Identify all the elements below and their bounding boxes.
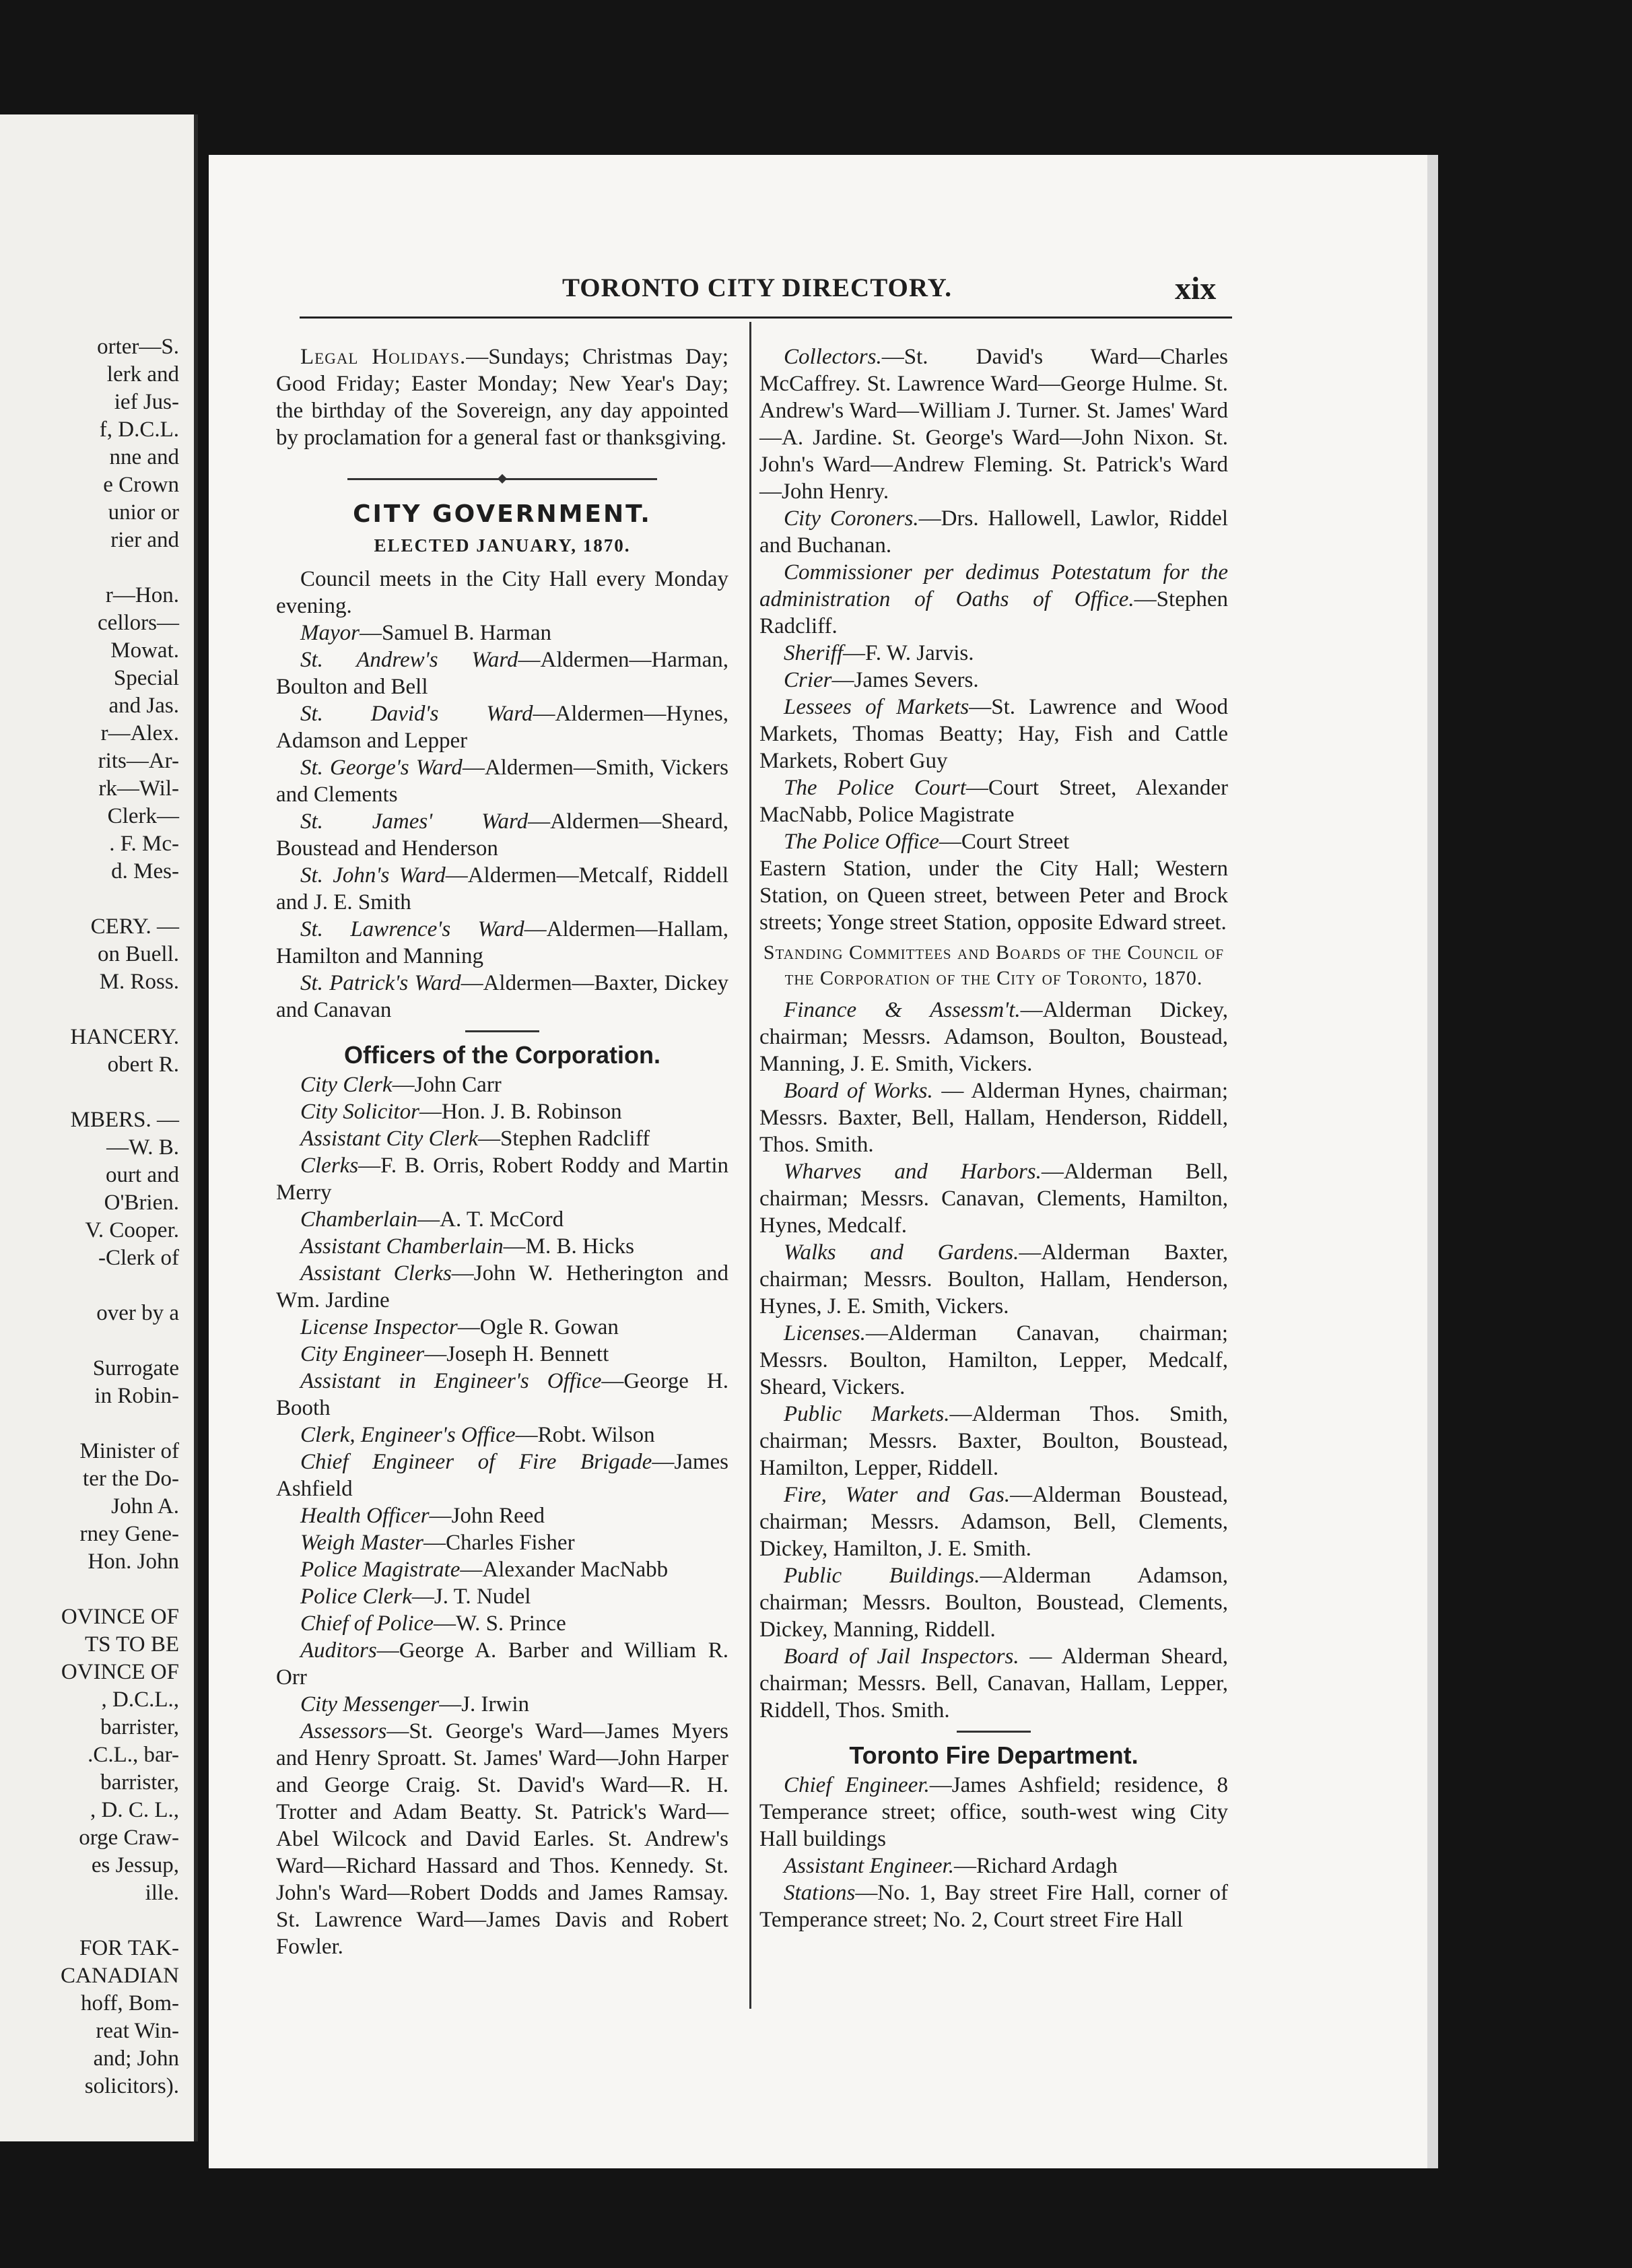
fire-department-heading: Toronto Fire Department. — [849, 1741, 1138, 1769]
committee-entry — [759, 1562, 1228, 1643]
ward-entry-label: St. David's Ward — [300, 702, 533, 727]
facing-page-line: and; John — [93, 2046, 179, 2071]
legal-holidays-label: Legal Holidays. — [300, 345, 467, 369]
facing-page-line: Hon. John — [88, 1549, 179, 1574]
facing-page-line: TS TO BE — [85, 1632, 179, 1657]
facing-page-line: Mowat. — [110, 638, 179, 663]
facing-page-line: es Jessup, — [91, 1853, 179, 1877]
fire-entry-text: —James Ashfield; residence, 8 Temperance street; office, south-west wing City Hall buildings — [759, 1773, 1228, 1851]
ward-entry-text: —Aldermen—Hallam, Hamilton and Manning — [276, 917, 728, 969]
officer-entry-text: —Charles Fisher — [423, 1531, 575, 1556]
facing-page-line: e Crown — [103, 473, 179, 497]
ward-entry-label: St. Patrick's Ward — [300, 971, 461, 996]
facing-page-line: unior or — [108, 500, 179, 525]
facing-page-line: f, D.C.L. — [99, 418, 179, 442]
facing-page-line: on Buell. — [98, 942, 179, 966]
officer-entry-text: —Robt. Wilson — [515, 1423, 655, 1448]
facing-page-line: OVINCE OF — [61, 1660, 179, 1684]
official-entry-text: —St. David's Ward—Charles McCaffrey. St. Lawrence Ward—George Hulme. St. Andrew's Ward—William J. Turner. St. James' Ward—A. Jardine. St. George's Ward—John Nixon. St. John's Ward—Andrew Fleming. St. Patrick's Ward—John Henry. — [759, 345, 1228, 504]
facing-page-line: OVINCE OF — [61, 1605, 179, 1629]
fire-entry-label: Chief Engineer. — [784, 1773, 930, 1797]
officer-entry-text: —Joseph H. Bennett — [424, 1342, 609, 1367]
official-entry-text: —Court Street, Alexander MacNabb, Police Magistrate — [759, 776, 1228, 827]
facing-page-line: Special — [113, 666, 179, 690]
official-entry — [759, 343, 1228, 505]
official-entry-label: The Police Office — [784, 830, 939, 854]
official-entry-text: —F. W. Jarvis. — [843, 641, 974, 665]
ward-entry-text: —Aldermen—Smith, Vickers and Clements — [276, 756, 729, 807]
ward-entry-text: —Aldermen—Harman, Boulton and Bell — [276, 648, 728, 700]
committee-entry-text: —Alderman Thos. Smith, chairman; Messrs. Baxter, Boulton, Boustead, Hamilton, Lepper, Riddell. — [759, 1402, 1229, 1480]
facing-page-line: O'Brien. — [104, 1191, 179, 1215]
officer-entry — [276, 1341, 728, 1368]
officer-entry-text: —Alexander MacNabb — [460, 1558, 669, 1582]
ward-entry — [276, 808, 728, 862]
officer-entry-label: Assistant Chamberlain — [300, 1234, 504, 1259]
facing-page-line: d. Mes- — [111, 859, 179, 883]
committee-entry-label: Board of Jail Inspectors. — [784, 1644, 1019, 1669]
committee-entry — [759, 997, 1228, 1077]
fire-entry-text: —Richard Ardagh — [954, 1854, 1118, 1878]
officers-heading: Officers of the Corporation. — [343, 1041, 661, 1069]
facing-page-line: solicitors). — [84, 2074, 179, 2098]
officer-entry-text: —John Reed — [429, 1504, 545, 1529]
facing-page-line: Surrogate — [92, 1356, 179, 1380]
officer-entry — [276, 1152, 728, 1206]
committee-entry-text: — Alderman Hynes, chairman; Messrs. Baxter, Bell, Hallam, Henderson, Riddell, Thos. Smith. — [759, 1079, 1228, 1157]
officer-entry — [276, 1233, 728, 1260]
officer-entry-text: —Hon. J. B. Robinson — [419, 1100, 622, 1125]
officer-entry-text: —George H. Booth — [276, 1369, 728, 1421]
facing-page-line: over by a — [96, 1301, 179, 1325]
column-divider — [749, 322, 751, 2009]
committee-entry — [759, 1320, 1228, 1401]
ward-entry — [276, 646, 728, 700]
officer-entry — [276, 1206, 728, 1233]
facing-page-line: —W. B. — [106, 1135, 179, 1160]
official-entry-label: Lessees of Markets — [784, 695, 970, 719]
official-entry-text: —Stephen Radcliff. — [759, 587, 1228, 638]
officer-entry — [276, 1422, 728, 1448]
facing-page-line: .C.L., bar- — [88, 1743, 179, 1767]
officer-entry-text: —John W. Hetherington and Wm. Jardine — [276, 1261, 728, 1313]
left-column — [276, 343, 728, 1960]
officer-entry — [276, 1125, 728, 1152]
council-note: Council meets in the City Hall every Monday evening. — [276, 567, 728, 619]
officer-entry-text: —J. Irwin — [439, 1692, 530, 1717]
facing-page-line: John A. — [111, 1494, 179, 1519]
section-rule — [465, 1030, 539, 1032]
right-column — [759, 343, 1228, 1933]
official-entry-text: —James Severs. — [831, 668, 979, 692]
ward-entry — [276, 862, 728, 916]
fire-entry-label: Stations — [784, 1881, 856, 1905]
officer-entry-label: City Messenger — [300, 1692, 440, 1717]
ward-entry-label: St. George's Ward — [300, 756, 463, 780]
officer-entry-text: —M. B. Hicks — [503, 1234, 634, 1259]
committee-entry-label: Wharves and Harbors. — [784, 1160, 1042, 1184]
committee-entry — [759, 1239, 1228, 1320]
facing-page-line: , D. C. L., — [90, 1798, 179, 1822]
official-entry-text: —St. Lawrence and Wood Markets, Thomas Beatty; Hay, Fish and Cattle Markets, Robert Guy — [759, 695, 1228, 773]
officer-entry-text: —W. S. Prince — [433, 1611, 566, 1636]
section-rule — [957, 1731, 1031, 1733]
legal-holidays — [276, 343, 728, 451]
officer-entry — [276, 1583, 728, 1610]
official-entry — [759, 505, 1228, 559]
official-entry-label: Crier — [784, 668, 832, 692]
ward-entry — [276, 916, 728, 970]
officer-entry — [276, 1314, 728, 1341]
officer-entry-text: —St. George's Ward—James Myers and Henry Sproatt. St. James' Ward—John Harper and George Craig. St. David's Ward—R. H. Trotter and Adam Beatty. St. Patrick's Ward—Abel Wilcock and David Earles. St. Andrew's Ward—Richard Hassard and Thos. Kennedy. St. John's Ward—Robert Dodds and James Ramsay. St. Lawrence Ward—James Davis and Robert Fowler. — [276, 1719, 728, 1960]
officer-entry-text: —James Ashfield — [276, 1450, 728, 1502]
official-entry-text: —Drs. Hallowell, Lawlor, Riddel and Buchanan. — [759, 506, 1228, 558]
ward-list — [276, 620, 728, 1024]
committee-entry-label: Board of Works. — [784, 1079, 933, 1103]
fire-entry-label: Assistant Engineer. — [784, 1854, 954, 1878]
committee-entry-text: —Alderman Boustead, chairman; Messrs. Adamson, Bell, Clements, Dickey, Hamilton, J. E. Smith. — [759, 1483, 1228, 1561]
facing-page-line: barrister, — [100, 1715, 179, 1739]
facing-page-line: CANADIAN — [61, 1964, 179, 1988]
facing-page-line: in Robin- — [94, 1384, 179, 1408]
committee-entry-label: Public Buildings. — [784, 1564, 980, 1588]
facing-page-line: , D.C.L., — [101, 1688, 179, 1712]
facing-page-line: V. Cooper. — [85, 1218, 179, 1242]
facing-page-fragment — [0, 114, 198, 2141]
officer-entry — [276, 1502, 728, 1529]
officer-entry — [276, 1610, 728, 1637]
facing-page-line: and Jas. — [108, 694, 179, 718]
officer-entry-text: —George A. Barber and William R. Orr — [276, 1638, 728, 1690]
officer-entry-label: Health Officer — [300, 1504, 430, 1529]
official-entry — [759, 774, 1228, 828]
page-number: xix — [1175, 271, 1217, 306]
committee-entry-label: Fire, Water and Gas. — [784, 1483, 1011, 1507]
facing-page-line: -Clerk of — [98, 1246, 179, 1270]
committee-entry-label: Licenses. — [784, 1321, 866, 1345]
facing-page-line: obert R. — [107, 1053, 179, 1077]
ward-entry — [276, 620, 728, 646]
facing-page-line: . F. Mc- — [109, 832, 179, 856]
committees-heading: Standing Committees and Boards of the Council of the Corporation of the City of Toronto, 1870. — [763, 941, 1225, 989]
committee-entry — [759, 1481, 1228, 1562]
running-title: TORONTO CITY DIRECTORY. — [562, 273, 952, 302]
city-government-heading: CITY GOVERNMENT. — [353, 500, 652, 529]
officer-entry — [276, 1260, 728, 1314]
officer-entry — [276, 1529, 728, 1556]
committee-entry-text: —Alderman Bell, chairman; Messrs. Canavan, Clements, Hamilton, Hynes, Medcalf. — [759, 1160, 1228, 1238]
officer-entry — [276, 1448, 728, 1502]
officer-entry-label: License Inspector — [300, 1315, 458, 1340]
facing-page-line: rits—Ar- — [98, 749, 179, 773]
committee-entry-label: Finance & Assessm't. — [784, 998, 1021, 1022]
facing-page-line: r—Hon. — [105, 583, 179, 607]
officer-entry-label: Chief Engineer of Fire Brigade — [300, 1450, 652, 1475]
committee-entry-text: —Alderman Baxter, chairman; Messrs. Boulton, Hallam, Henderson, Hynes, J. E. Smith, Vickers. — [759, 1240, 1228, 1319]
official-entry-text: —Court Street — [939, 830, 1070, 854]
facing-page-line: barrister, — [100, 1770, 179, 1795]
committee-entry — [759, 1077, 1228, 1158]
ornamental-rule — [276, 474, 728, 482]
ward-entry-text: —Aldermen—Metcalf, Riddell and J. E. Smith — [276, 863, 729, 915]
officer-entry-text: —A. T. McCord — [417, 1207, 564, 1232]
ward-entry — [276, 700, 728, 754]
committee-entry-text: —Alderman Adamson, chairman; Messrs. Boulton, Boustead, Clements, Dickey, Manning, Riddell. — [759, 1564, 1228, 1642]
official-entry-label: Commissioner per dedimus Potestatum for the administration of Oaths of Office. — [759, 560, 1228, 611]
facing-page-line: ief Jus- — [114, 390, 179, 414]
ward-entry-label: St. Lawrence's Ward — [300, 917, 524, 942]
official-entry-label: The Police Court — [784, 776, 966, 800]
committee-entry — [759, 1643, 1228, 1724]
ward-entry — [276, 970, 728, 1024]
facing-page-line: cellors— — [98, 611, 179, 635]
officer-entry-text: —J. T. Nudel — [411, 1585, 531, 1609]
officials-list — [759, 343, 1228, 855]
facing-page-line: M. Ross. — [99, 970, 179, 994]
committee-entry-label: Walks and Gardens. — [784, 1240, 1019, 1265]
facing-page-line: Minister of — [79, 1439, 179, 1463]
facing-page-line: ille. — [145, 1881, 179, 1905]
committee-entry — [759, 1158, 1228, 1239]
official-entry-label: Collectors. — [784, 345, 882, 369]
facing-page-line: Clerk— — [107, 804, 179, 828]
fire-department-list — [759, 1772, 1228, 1933]
committees-list — [759, 997, 1228, 1724]
officer-entry-label: Assistant City Clerk — [300, 1127, 478, 1152]
ward-entry-label: Mayor — [300, 621, 360, 646]
facing-page-line: FOR TAK- — [79, 1936, 179, 1960]
facing-page-line: orter—S. — [97, 335, 179, 359]
officer-entry-label: Police Clerk — [300, 1585, 412, 1609]
facing-page-line: rier and — [110, 528, 179, 552]
facing-page-line: lerk and — [106, 362, 179, 387]
officer-entry-label: Chamberlain — [300, 1207, 418, 1232]
fire-entry-text: —No. 1, Bay street Fire Hall, corner of Temperance street; No. 2, Court street Fire Hall — [759, 1881, 1228, 1932]
officer-entry-label: Auditors — [300, 1638, 377, 1663]
facing-page-line: MBERS. — — [70, 1108, 179, 1132]
header-rule — [300, 316, 1232, 319]
officer-entry-label: Chief of Police — [300, 1611, 434, 1636]
officer-entry-label: City Solicitor — [300, 1100, 419, 1125]
officer-entry-label: Police Magistrate — [300, 1558, 461, 1582]
committee-entry-text: —Alderman Canavan, chairman; Messrs. Boulton, Hamilton, Lepper, Medcalf, Sheard, Vickers. — [759, 1321, 1228, 1399]
facing-page-line: HANCERY. — [70, 1025, 179, 1049]
facing-page-line: rney Gene- — [79, 1522, 179, 1546]
facing-page-line: rk—Wil- — [98, 776, 179, 801]
fire-entry — [759, 1853, 1228, 1879]
officer-entry — [276, 1691, 728, 1718]
ward-entry-text: —Aldermen—Baxter, Dickey and Canavan — [276, 971, 729, 1023]
ward-entry-text: —Aldermen—Sheard, Boustead and Henderson — [276, 809, 728, 861]
committee-entry-text: —Alderman Dickey, chairman; Messrs. Adamson, Boulton, Boustead, Manning, J. E. Smith, Vickers. — [759, 998, 1228, 1076]
facing-page-line: ourt and — [105, 1163, 179, 1187]
official-entry — [759, 694, 1228, 774]
officer-entry-label: Assistant in Engineer's Office — [300, 1369, 602, 1394]
officer-entry — [276, 1071, 728, 1098]
committee-entry — [759, 1401, 1228, 1481]
officer-entry-label: Assistant Clerks — [300, 1261, 452, 1286]
officer-entry-label: City Clerk — [300, 1073, 393, 1098]
police-stations: Eastern Station, under the City Hall; Western Station, on Queen street, between Peter and Brock streets; Yonge street Station, opposite Edward street. — [759, 857, 1228, 935]
facing-page-line: CERY. — — [90, 914, 179, 939]
facing-page-line: r—Alex. — [100, 721, 179, 745]
officer-entry-label: Weigh Master — [300, 1531, 424, 1556]
official-entry — [759, 559, 1228, 640]
committee-entry-label: Public Markets. — [784, 1402, 950, 1426]
officer-entry-label: Clerk, Engineer's Office — [300, 1423, 516, 1448]
ward-entry-text: —Aldermen—Hynes, Adamson and Lepper — [276, 702, 728, 754]
official-entry-label: City Coroners. — [784, 506, 919, 531]
officer-entry — [276, 1098, 728, 1125]
ward-entry-label: St. John's Ward — [300, 863, 446, 888]
officer-entry — [276, 1556, 728, 1583]
official-entry — [759, 828, 1228, 855]
fire-entry — [759, 1772, 1228, 1853]
officer-entry-label: Assessors — [300, 1719, 387, 1744]
fire-entry — [759, 1879, 1228, 1933]
officer-entry-text: —F. B. Orris, Robert Roddy and Martin Merry — [276, 1154, 728, 1205]
officer-entry-text: —Stephen Radcliff — [478, 1127, 650, 1152]
officer-entry-text: —John Carr — [392, 1073, 502, 1098]
facing-page-line: nne and — [109, 445, 179, 469]
officer-entry — [276, 1368, 728, 1422]
committee-entry-text: — Alderman Sheard, chairman; Messrs. Bell, Canavan, Hallam, Lepper, Riddell, Thos. Smith. — [759, 1644, 1228, 1723]
officers-list — [276, 1071, 728, 1960]
officer-entry-label: Clerks — [300, 1154, 359, 1178]
ward-entry-label: St. James' Ward — [300, 809, 529, 834]
ward-entry-label: St. Andrew's Ward — [300, 648, 518, 673]
officer-entry-label: City Engineer — [300, 1342, 425, 1367]
officer-entry-text: —Ogle R. Gowan — [457, 1315, 619, 1340]
elected-line: ELECTED JANUARY, 1870. — [374, 535, 631, 556]
official-entry — [759, 667, 1228, 694]
facing-page-line: orge Craw- — [79, 1826, 179, 1850]
facing-page-line: hoff, Bom- — [80, 1991, 179, 2015]
ward-entry-text: —Samuel B. Harman — [359, 621, 552, 646]
facing-page-line: reat Win- — [96, 2019, 179, 2043]
officer-entry — [276, 1718, 728, 1960]
officer-entry — [276, 1637, 728, 1691]
ward-entry — [276, 754, 728, 808]
legal-holidays-text: —Sundays; Christmas Day; Good Friday; Easter Monday; New Year's Day; the birthday of the Sovereign, any day appointed by proclamation for a general fast or thanksgiving. — [276, 345, 728, 450]
official-entry — [759, 640, 1228, 667]
facing-page-line: ter the Do- — [83, 1467, 179, 1491]
official-entry-label: Sheriff — [784, 641, 843, 665]
